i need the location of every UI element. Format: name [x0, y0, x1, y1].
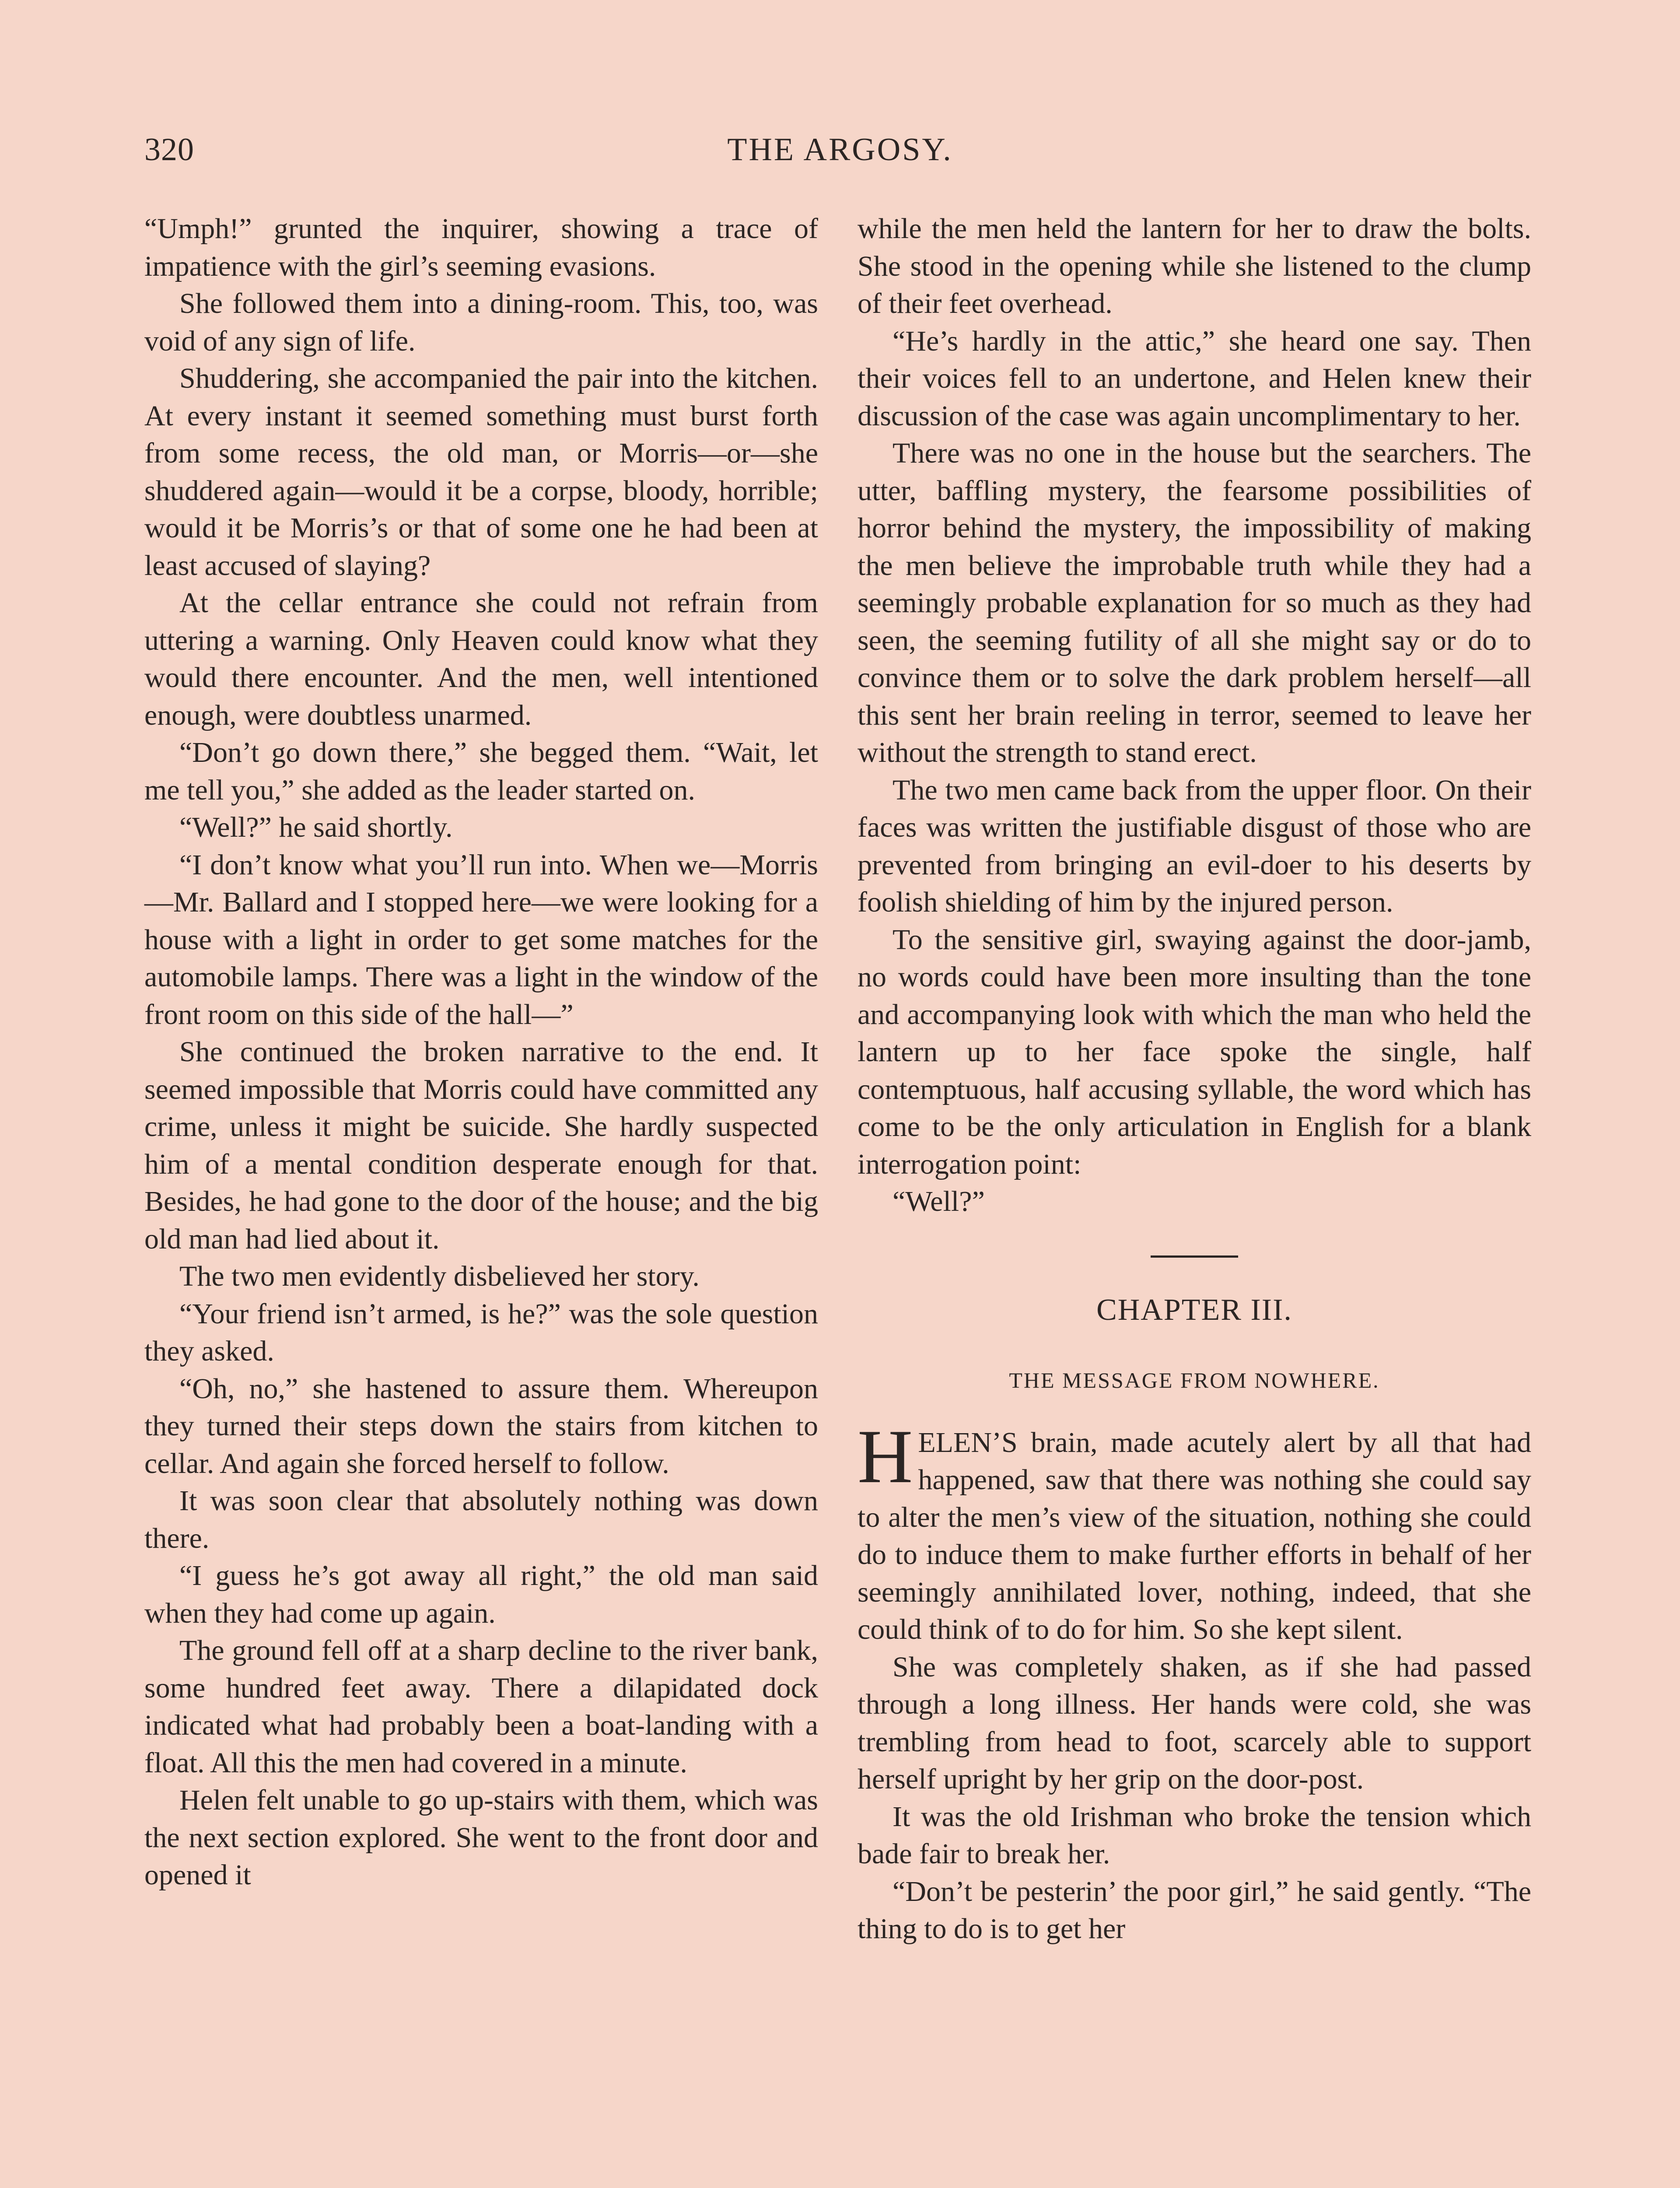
paragraph: The two men evidently disbelieved her story. [179, 1260, 700, 1292]
paragraph: Helen felt unable to go up-stairs with them, which was the next section explored. She went to the front door and opened it [144, 1784, 818, 1891]
paragraph: “Don’t go down there,” she begged them. “Wait, let me tell you,” she added as the leader started on. [144, 736, 818, 806]
section-divider [1151, 1255, 1238, 1258]
chapter-opening-paragraph [858, 1413, 1531, 1648]
paragraph: She was completely shaken, as if she had passed through a long illness. Her hands were cold, she was trembling from head to foot, scarcely able to support herself upright by her grip on the door-post. [858, 1651, 1531, 1795]
paragraph: “Umph!” grunted the inquirer, showing a trace of impatience with the girl’s seeming evasions. [144, 213, 818, 282]
running-head: THE ARGOSY. [727, 132, 953, 168]
paragraph: There was no one in the house but the searchers. The utter, baffling mystery, the fearsome possibilities of horror behind the mystery, the impossibility of making the men believe the improbable truth while they had a seemingly probable explanation for so much as they had seen, the seeming futility of all she might say or do to convince them or to solve the dark problem herself—all this sent her brain reeling in terror, seemed to leave her without the strength to stand erect. [858, 437, 1531, 768]
opening-text: ELEN’S brain, made acutely alert by all that had happened, saw that there was nothing she could say to alter the men’s view of the situation, nothing she could do to induce them to make further efforts in behalf of her seemingly annihilated lover, nothing, indeed, that she could think of to do for him. So she kept silent. [858, 1426, 1531, 1645]
paragraph: “Don’t be pesterin’ the poor girl,” he said gently. “The thing to do is to get her [858, 1875, 1531, 1945]
paragraph: “Oh, no,” she hastened to assure them. Whereupon they turned their steps down the stairs from kitchen to cellar. And again she forced herself to follow. [144, 1372, 818, 1480]
paragraph: “Well?” he said shortly. [179, 811, 453, 843]
paragraph: The two men came back from the upper floor. On their faces was written the justifiable disgust of those who are prevented from bringing an evil-doer to his deserts by foolish shielding of him by the injured person. [858, 774, 1531, 918]
paragraph: “I don’t know what you’ll run into. When we—Morris—Mr. Ballard and I stopped here—we were looking for a house with a light in order to get some matches for the automobile lamps. There was a light in the window of the front room on this side of the hall—” [144, 849, 818, 1031]
paragraph: She continued the broken narrative to the end. It seemed impossible that Morris could have committed any crime, unless it might be suicide. She hardly suspected him of a mental condition desperate enough for that. Besides, he had gone to the door of the house; and the big old man had lied about it. [144, 1036, 818, 1255]
paragraph: At the cellar entrance she could not refrain from uttering a warning. Only Heaven could know what they would there encounter. And the men, well intentioned enough, were doubtless unarmed. [144, 587, 818, 731]
paragraph: Shuddering, she accompanied the pair into the kitchen. At every instant it seemed something must burst forth from some recess, the old man, or Morris—or—she shuddered again—would it be a corpse, bloody, horrible; would it be Morris’s or that of some one he had been at least accused of slaying? [144, 362, 818, 582]
chapter-number: CHAPTER III. [1096, 1293, 1292, 1327]
paragraph: She followed them into a dining-room. This, too, was void of any sign of life. [144, 288, 818, 357]
paragraph: It was soon clear that absolutely nothing was down there. [144, 1485, 818, 1554]
paragraph: “I guess he’s got away all right,” the old man said when they had come up again. [144, 1560, 818, 1629]
paragraph: “He’s hardly in the attic,” she heard one say. Then their voices fell to an undertone, and Helen knew their discussion of the case was again uncomplimentary to her. [858, 325, 1531, 432]
paragraph: It was the old Irishman who broke the tension which bade fair to break her. [858, 1800, 1531, 1870]
paragraph: “Well?” [892, 1185, 985, 1217]
chapter-title: THE MESSAGE FROM NOWHERE. [1009, 1368, 1380, 1392]
drop-cap: H [858, 1413, 913, 1499]
paragraph: The ground fell off at a sharp decline to the river bank, some hundred feet away. There a dilapidated dock indicated what had probably been a boat-landing with a float. All this the men had covered in a minute. [144, 1634, 818, 1779]
paragraph: while the men held the lantern for her to draw the bolts. She stood in the opening while she listened to the clump of their feet overhead. [858, 213, 1531, 319]
right-column [858, 210, 1531, 1948]
paragraph: “Your friend isn’t armed, is he?” was the sole question they asked. [144, 1297, 818, 1367]
left-column [144, 210, 818, 1894]
page-number: 320 [144, 132, 194, 168]
paragraph: To the sensitive girl, swaying against the door-jamb, no words could have been more insulting than the tone and accompanying look with which the man who held the lantern up to her face spoke the single, half contemptuous, half accusing syllable, the word which has come to be the only articulation in English for a blank interrogation point: [858, 923, 1531, 1180]
